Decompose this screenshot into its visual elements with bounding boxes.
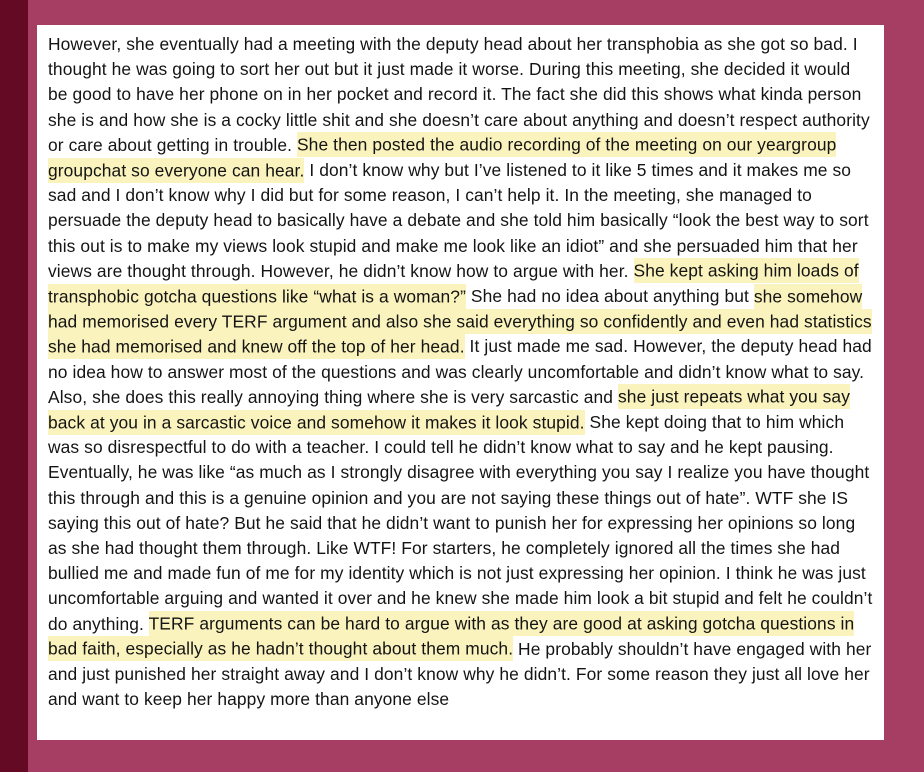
highlighted-text-run: she just repeats what you say back at you in a sarcastic voice and somehow it makes it look stupid. [48, 384, 850, 434]
text-run: I don’t know why but I’ve listened to it like 5 times and it makes me so sad and I don’t know why I did but for some reason, I can’t help it. In the meeting, she managed to persuade the deputy head to basically have a debate and she told him basically “look the best way to sort this out is to make my views look stupid and make me look like an idiot” and she persuaded him that her views are thought through. However, he didn’t know how to argue with her. [48, 160, 869, 281]
highlighted-text-run: TERF arguments can be hard to argue with as they are good at asking gotcha questions in bad faith, especially as he hadn’t thought about them much. [48, 611, 854, 661]
post-body-text [48, 32, 874, 712]
highlighted-text-run: She kept asking him loads of transphobic gotcha questions like “what is a woman?” [48, 258, 859, 308]
text-page [37, 25, 884, 740]
text-run: He probably shouldn’t have engaged with her and just punished her straight away and I don’t know why he didn’t. For some reason they just all love her and want to keep her happy more than anyone else [48, 638, 872, 710]
text-run: It just made me sad. However, the deputy head had no idea how to answer most of the questions and was clearly uncomfortable and didn’t know what to say. Also, she does this really annoying thing where she is very sarcastic and [48, 336, 872, 407]
highlighted-text-run: she somehow had memorised every TERF argument and also she said everything so confidently and even had statistics she had memorised and knew off the top of her head. [48, 284, 872, 359]
text-run: However, she eventually had a meeting with the deputy head about her transphobia as she got so bad. I thought he was going to sort her out but it just made it worse. During this meeting, she decided it would be good to have her phone on in her pocket and record it. The fact she did this shows what kinda person she is and how she is a cocky little shit and she doesn’t care about anything and doesn’t respect authority or care about getting in trouble. [48, 34, 870, 155]
highlighted-text-run: She then posted the audio recording of the meeting on our yeargroup groupchat so everyone can hear. [48, 132, 836, 182]
text-run: She kept doing that to him which was so disrespectful to do with a teacher. I could tell he didn’t know what to say and he kept pausing. Eventually, he was like “as much as I strongly disagree with everything you say I realize you have thought this through and this is a genuine opinion and you are not saying these things out of hate”. WTF she IS saying this out of hate? But he said that he didn’t want to punish her for expressing her opinions so long as she had thought them through. Like WTF! For starters, he completely ignored all the times she had bullied me and made fun of me for my identity which is not just expressing her opinion. I think he was just uncomfortable arguing and wanted it over and he knew she made him look a bit stupid and felt he couldn’t do anything. [48, 412, 873, 634]
left-accent-bar [0, 0, 28, 772]
text-run: She had no idea about anything but [465, 286, 754, 307]
